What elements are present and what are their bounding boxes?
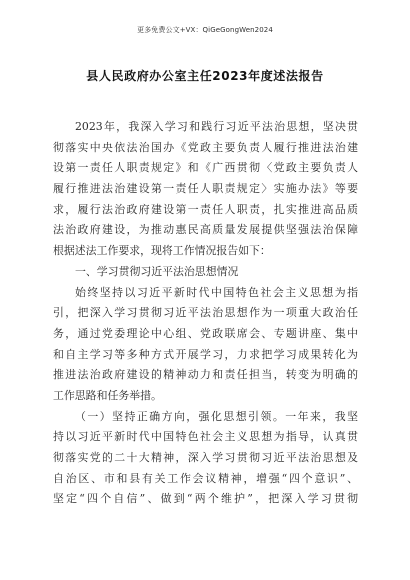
paragraph-line: 求，履行法治政府建设第一责任人职责，扎实推进高品质 <box>53 202 358 216</box>
paragraph-line: 根据述法工作要求，现将工作情况报告如下： <box>53 244 271 258</box>
document-body <box>53 117 358 510</box>
paragraph-line: 和自主学习等多种方式开展学习，力求把学习成果转化为 <box>53 347 358 361</box>
paragraph-line: 履行推进法治建设第一责任人职责规定〉实施办法》等要 <box>53 182 358 196</box>
paragraph-line: （一）坚持正确方向，强化思想引领。一年来，我坚 <box>75 409 358 423</box>
paragraph-line: 设第一责任人职责规定》和《广西贯彻〈党政主要负责人 <box>53 161 358 175</box>
paragraph-line: 持以习近平新时代中国特色社会主义思想为指导，认真贯 <box>53 430 358 444</box>
paragraph-line: 自治区、市和县有关工作会议精神，增强“四个意识”、 <box>53 471 358 485</box>
paragraph-line: 坚定“四个自信”、做到“两个维护”，把深入学习贯彻 <box>53 492 358 506</box>
paragraph-line: 2023年，我深入学习和践行习近平法治思想，坚决贯 <box>75 120 358 133</box>
section-heading: 一、学习贯彻习近平法治思想情况 <box>75 264 239 278</box>
header-note: 更多免费公文+VX：QiGeGongWen2024 <box>137 26 273 34</box>
paragraph-line: 推进法治政府建设的精神动力和责任担当，转变为明确的 <box>53 368 358 382</box>
paragraph-line: 务，通过党委理论中心组、党政联席会、专题讲座、集中 <box>53 326 358 340</box>
paragraph-line: 引，把深入学习贯彻习近平法治思想作为一项重大政治任 <box>53 306 358 320</box>
paragraph-line: 彻落实党的二十大精神，深入学习贯彻习近平法治思想及 <box>53 451 358 464</box>
paragraph-line: 始终坚持以习近平新时代中国特色社会主义思想为指 <box>75 285 358 299</box>
document-title: 县人民政府办公室主任2023年度述法报告 <box>86 69 324 83</box>
paragraph-line: 彻落实中央依法治国办《党政主要负责人履行推进法治建 <box>53 140 358 154</box>
paragraph-line: 工作思路和任务举措。 <box>53 388 162 402</box>
paragraph-line: 法治政府建设，为推动惠民高质量发展提供坚强法治保障 <box>53 223 358 237</box>
